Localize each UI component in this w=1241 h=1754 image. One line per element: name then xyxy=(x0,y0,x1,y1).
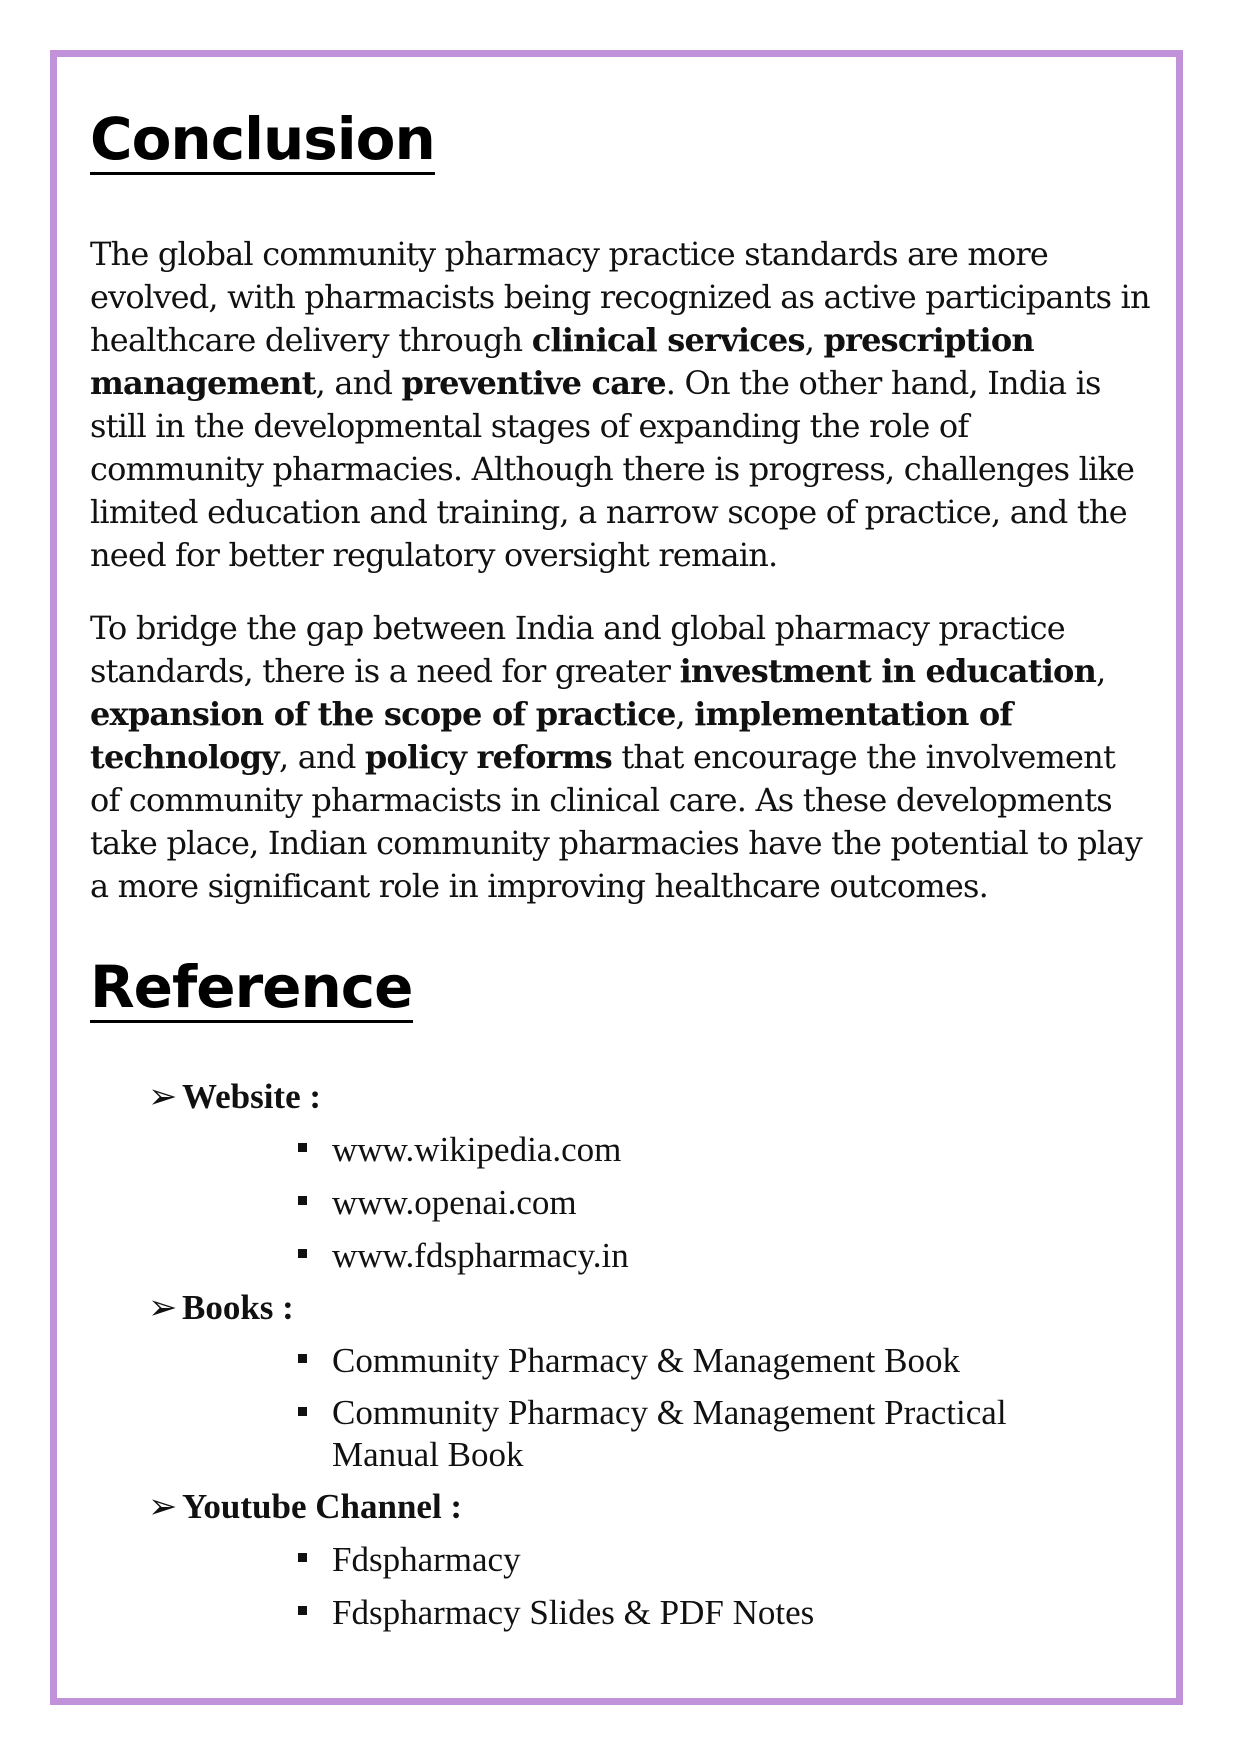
reference-sub-list xyxy=(90,1334,1150,1481)
reference-list xyxy=(90,1071,1150,1639)
reference-item-text: Community Pharmacy & Management Practical Manual Book xyxy=(332,1393,1007,1474)
reference-item-text: www.wikipedia.com xyxy=(332,1130,622,1169)
p1-bold-phrase: prescription management xyxy=(90,321,1034,402)
square-bullet-icon xyxy=(298,1407,307,1416)
p1-bold-phrase: clinical services xyxy=(531,321,805,359)
arrow-bullet-icon: ➢ xyxy=(148,1288,178,1327)
p1-bold-phrase: preventive care xyxy=(401,364,666,402)
reference-item-text: www.fdspharmacy.in xyxy=(332,1236,629,1275)
reference-item xyxy=(90,1123,1150,1176)
p2-bold-phrase: policy reforms xyxy=(364,738,612,776)
p2-text: , xyxy=(1096,652,1106,690)
reference-item xyxy=(90,1586,1150,1639)
p2-text: , xyxy=(675,695,695,733)
reference-category xyxy=(90,1282,1150,1334)
page-content xyxy=(90,105,1150,1639)
reference-category xyxy=(90,1071,1150,1123)
reference-item-text: Fdspharmacy Slides & PDF Notes xyxy=(332,1593,815,1632)
reference-item xyxy=(90,1387,1150,1481)
p2-text: To bridge the gap between India and global pharmacy practice standards, there is a need for greater xyxy=(90,609,1065,690)
reference-item-text: Community Pharmacy & Management Book xyxy=(332,1341,960,1380)
reference-category xyxy=(90,1481,1150,1533)
reference-item xyxy=(90,1176,1150,1229)
conclusion-paragraph-2 xyxy=(90,607,1150,908)
reference-item xyxy=(90,1229,1150,1282)
reference-sub-list xyxy=(90,1123,1150,1282)
p2-text: that encourage the involvement of community pharmacists in clinical care. As these developments take place, Indian community pharmacies have the potential to play a more significant role in improving healthcare outcomes. xyxy=(90,738,1142,905)
p1-text: The global community pharmacy practice standards are more evolved, with pharmacists being recognized as active participants in healthcare delivery through xyxy=(90,235,1150,359)
reference-heading: Reference xyxy=(90,953,413,1021)
p1-text: . On the other hand, India is still in the developmental stages of expanding the role of community pharmacies. Although there is progress, challenges like limited education and training, a narrow scope of practice, and the need for better regulatory oversight remain. xyxy=(90,364,1135,574)
square-bullet-icon xyxy=(298,1249,307,1258)
square-bullet-icon xyxy=(298,1354,307,1363)
reference-sub-list xyxy=(90,1533,1150,1639)
p2-bold-phrase: expansion of the scope of practice xyxy=(90,695,676,733)
arrow-bullet-icon: ➢ xyxy=(148,1077,178,1116)
reference-item xyxy=(90,1334,1150,1387)
arrow-bullet-icon: ➢ xyxy=(148,1487,178,1526)
reference-category-label: Website : xyxy=(182,1077,322,1116)
square-bullet-icon xyxy=(298,1143,307,1152)
reference-item xyxy=(90,1533,1150,1586)
square-bullet-icon xyxy=(298,1606,307,1615)
p2-text: , and xyxy=(278,738,365,776)
p2-bold-phrase: investment in education xyxy=(679,652,1097,690)
reference-category-label: Youtube Channel : xyxy=(182,1487,463,1526)
reference-item-text: www.openai.com xyxy=(332,1183,577,1222)
reference-item-text: Fdspharmacy xyxy=(332,1540,521,1579)
conclusion-paragraph-1 xyxy=(90,233,1150,577)
reference-category-label: Books : xyxy=(182,1288,294,1327)
square-bullet-icon xyxy=(298,1553,307,1562)
p1-text: , and xyxy=(315,364,402,402)
square-bullet-icon xyxy=(298,1196,307,1205)
p1-text: , xyxy=(804,321,824,359)
conclusion-heading: Conclusion xyxy=(90,105,435,173)
p2-bold-phrase: implementation of technology xyxy=(90,695,1013,776)
